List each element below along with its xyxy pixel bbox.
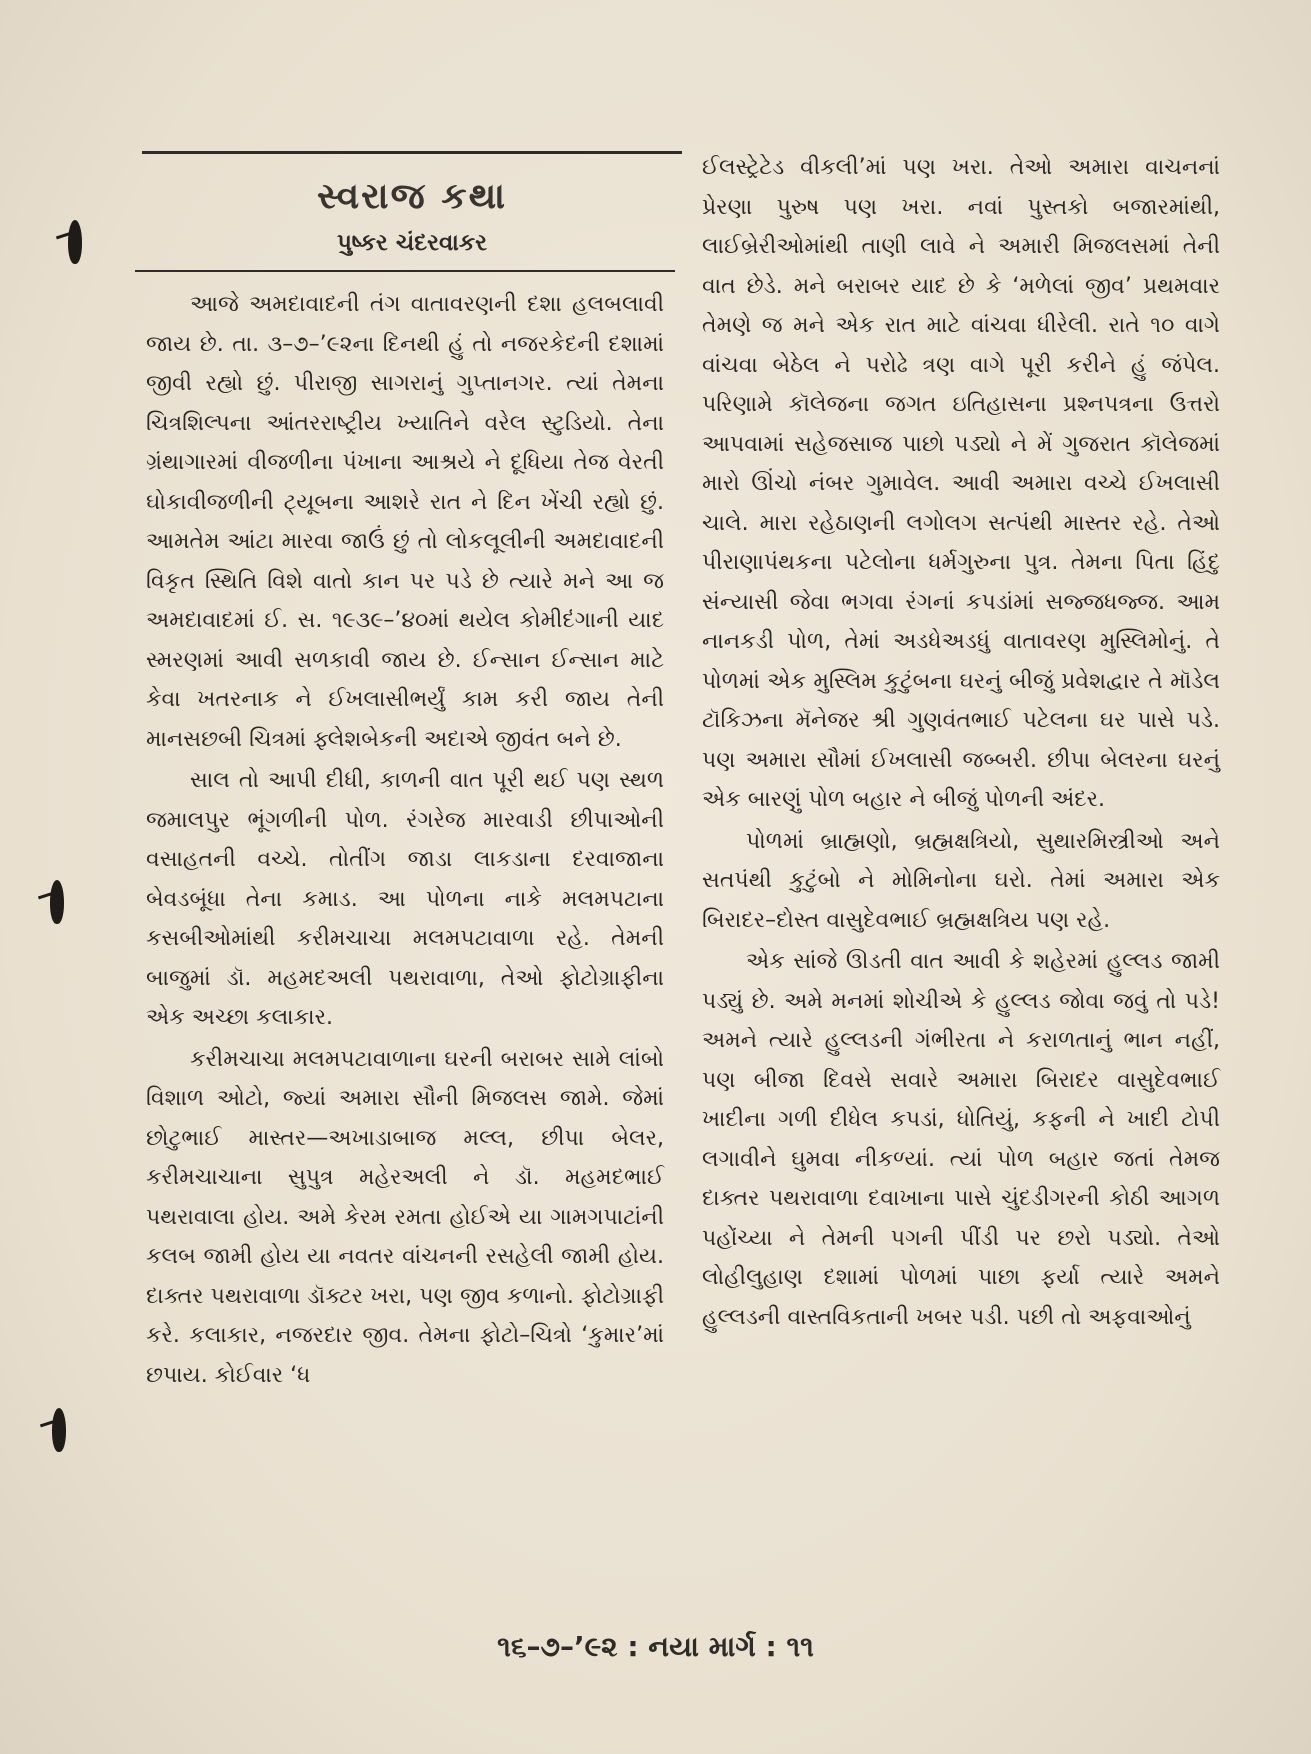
paragraph: આજે અમદાવાદની તંગ વાતાવરણની દશા હલબલાવી જાય છે. તા. ૩–૭–’૯૨ના દિનથી હું તો નજરકેદની દશામાં જીવી રહ્યો છું. પીરાજી સાગરાનું ગુપ્તાનગર. ત્યાં તેમના ચિત્રશિલ્પના આંતરરાષ્ટ્રીય ખ્યાતિને વરેલ સ્ટુડિયો. તેના ગ્રંથાગારમાં વીજળીના પંખાના આશ્રયે ને દૂધિયા તેજ વેરતી ઘોકાવીજળીની ટ્યૂબના આશરે રાત ને દિન ખેંચી રહ્યો છું. આમતેમ આંટા મારવા જાઉં છું તો લોકલૂલીની અમદાવાદની વિકૃત સ્થિતિ વિશે વાતો કાન પર પડે છે ત્યારે મને આ જ અમદાવાદમાં ઈ. સ. ૧૯૩૯–’૪૦માં થયેલ કોમીદંગાની યાદ સ્મરણમાં આવી સળકાવી જાય છે. ઈન્સાન ઈન્સાન માટે કેવા ખતરનાક ને ઈખલાસીભર્યું કામ કરી જાય તેની માનસછબી ચિત્રમાં ફ્લેશબેકની અદાએ જીવંત બને છે. [146,292,664,752]
paragraph: સાલ તો આપી દીધી, કાળની વાત પૂરી થઈ પણ સ્થળ જમાલપુર ભૂંગળીની પોળ. રંગરેજ મારવાડી છીપાઓની વસાહતની વચ્ચે. તોતીંગ જાડા લાકડાના દરવાજાના બેવડબૂંધા તેના કમાડ. આ પોળના નાકે મલમપટાના કસબીઓમાંથી કરીમચાચા મલમપટાવાળા રહે. તેમની બાજુમાં ડૉ. મહમદઅલી પથરાવાળા, તેઓ ફોટોગ્રાફીના એક અચ્છા કલાકાર. [146,768,664,1030]
binding-hole-mark [68,220,82,264]
paragraph: ઈલસ્ટ્રેટેડ વીકલી’માં પણ ખરા. તેઓ અમારા વાચનનાં પ્રેરણા પુરુષ પણ ખરા. નવાં પુસ્તકો બજારમાંથી, લાઈબ્રેરીઓમાંથી તાણી લાવે ને અમારી મિજલસમાં તેની વાત છેડે. મને બરાબર યાદ છે કે ‘મળેલાં જીવ’ પ્રથમવાર તેમણે જ મને એક રાત માટે વાંચવા ધીરેલી. રાતે ૧૦ વાગે વાંચવા બેઠેલ ને પરોઢે ત્રણ વાગે પૂરી કરીને હું જંપેલ. પરિણામે કૉલેજના જગત ઇતિહાસના પ્રશ્નપત્રના ઉત્તરો આપવામાં સહેજસાજ પાછો પડ્યો ને મેં ગુજરાત કૉલેજમાં મારો ઊંચો નંબર ગુમાવેલ. આવી અમારા વચ્ચે ઈખલાસી ચાલે. મારા રહેઠાણની લગોલગ સત્પંથી માસ્તર રહે. તેઓ પીરાણાપંથકના પટેલોના ધર્મગુરુના પુત્ર. તેમના પિતા હિંદુ સંન્યાસી જેવા ભગવા રંગનાં કપડાંમાં સજ્જધજ્જ. આમ નાનકડી પોળ, તેમાં અડધેઅડધું વાતાવરણ મુસ્લિમોનું. તે પોળમાં એક મુસ્લિમ કુટુંબના ઘરનું બીજું પ્રવેશદ્વાર તે મૉડેલ ટૉકિઝના મૅનેજર શ્રી ગુણવંતભાઈ પટેલના ઘર પાસે પડે. પણ અમારા સૌમાં ઈખલાસી જબ્બરી. છીપા બેલરના ઘરનું એક બારણું પોળ બહાર ને બીજું પોળની અંદર. [702,155,1220,812]
right-column [702,148,1220,1337]
paragraph: એક સાંજે ઊડતી વાત આવી કે શહેરમાં હુલ્લડ જામી પડ્યું છે. અમે મનમાં શોચીએ કે હુલ્લડ જોવા જવું તો પડે! અમને ત્યારે હુલ્લડની ગંભીરતા ને કરાળતાનું ભાન નહીં, પણ બીજા દિવસે સવારે અમારા બિરાદર વાસુદેવભાઈ ખાદીના ગળી દીધેલ કપડાં, ધોતિયું, કફની ને ખાદી ટોપી લગાવીને ઘુમવા નીકળ્યાં. ત્યાં પોળ બહાર જતાં તેમજ દાક્તર પથરાવાળા દવાખાના પાસે ચુંદડીગરની કોઠી આગળ પહોંચ્યા ને તેમની પગની પીંડી પર છરો પડ્યો. તેઓ લોહીલુહાણ દશામાં પોળમાં પાછા ફર્યા ત્યારે અમને હુલ્લડની વાસ્તવિકતાની ખબર પડી. પછી તો અફવાઓનું [702,949,1220,1330]
title-bottom-rule [135,270,675,272]
title-top-rule [142,151,682,154]
article-title: સ્વરાજ કથા [316,176,508,217]
paragraph: કરીમચાચા મલમપટાવાળાના ઘરની બરાબર સામે લાંબો વિશાળ ઓટો, જ્યાં અમારા સૌની મિજલસ જામે. જેમાં છોટુભાઈ માસ્તર—અખાડાબાજ મલ્લ, છીપા બેલર, કરીમચાચાના સુપુત્ર મહેરઅલી ને ડૉ. મહમદભાઈ પથરાવાલા હોય. અમે કેરમ રમતા હોઈએ યા ગામગપાટાંની કલબ જામી હોય યા નવતર વાંચનની રસહેલી જામી હોય. દાક્તર પથરાવાળા ડૉક્ટર ખરા, પણ જીવ કળાનો. ફોટોગ્રાફી કરે. કલાકાર, નજરદાર જીવ. તેમના ફોટો–ચિત્રો ‘કુમાર’માં છપાય. કોઈવાર ‘ધ [146,1046,664,1388]
page-footer: ૧૬–૭–’૯૨ : નયા માર્ગ : ૧૧ [497,1630,814,1663]
paragraph: પોળમાં બ્રાહ્મણો, બ્રહ્મક્ષત્રિયો, સુથારમિસ્ત્રીઓ અને સતપંથી કુટુંબો ને મોમિનોના ઘરો. તેમાં અમારા એક બિરાદર–દોસ્ત વાસુદેવભાઈ બ્રહ્મક્ષત્રિય પણ રહે. [702,828,1220,933]
article-author: પુષ્કર ચંદરવાકર [336,230,488,256]
binding-hole-mark [50,880,64,924]
left-column [146,285,664,1395]
binding-hole-mark [52,1408,66,1452]
